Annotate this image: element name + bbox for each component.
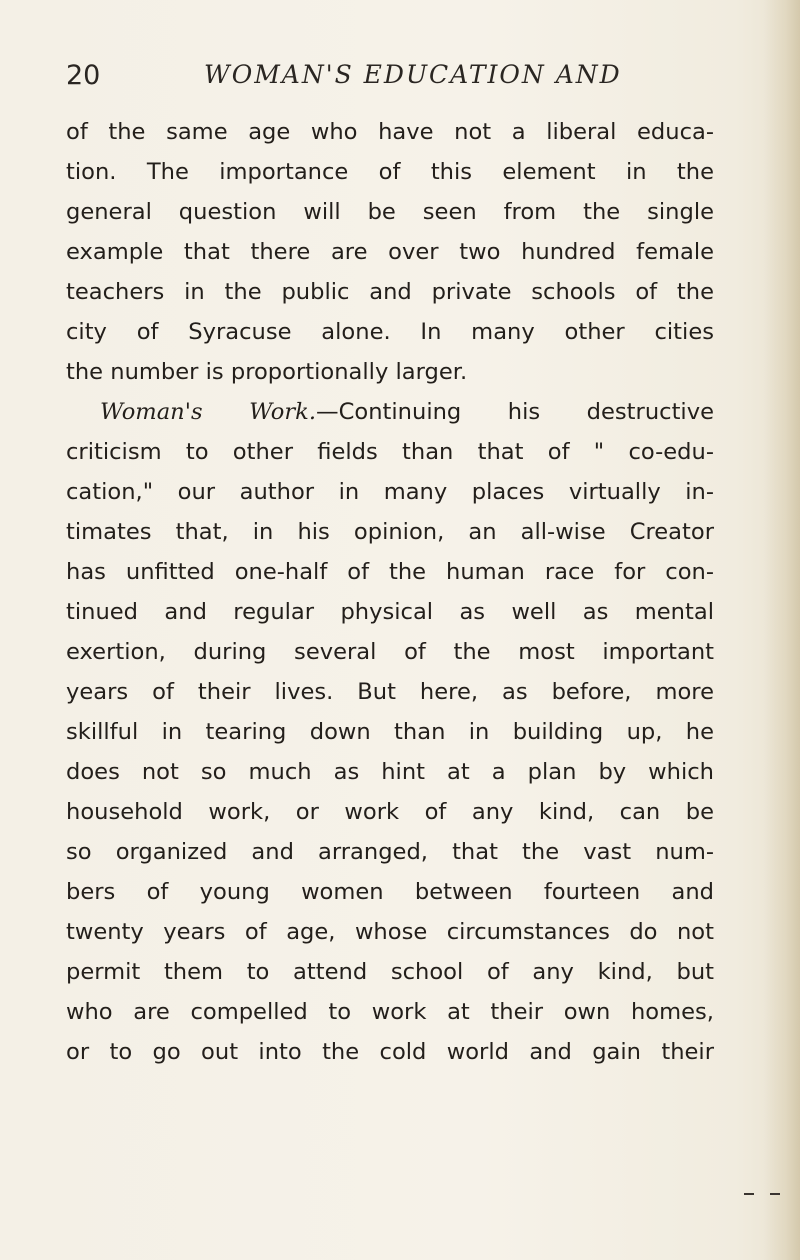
text-line: teachers in the public and private schools of the [66, 279, 714, 305]
text-line: so organized and arranged, that the vast num- [66, 839, 714, 865]
page-edge-shadow [764, 0, 800, 1260]
text-line: tinued and regular physical as well as mental [66, 599, 714, 625]
running-header [66, 60, 706, 100]
text-line: timates that, in his opinion, an all-wise Creator [66, 519, 714, 545]
text-line: example that there are over two hundred female [66, 239, 714, 265]
text-line: bers of young women between fourteen and [66, 879, 714, 905]
text-line: exertion, during several of the most important [66, 639, 714, 665]
paragraph-first-line [66, 392, 714, 432]
text-line: who are compelled to work at their own homes, [66, 999, 714, 1025]
text-line: or to go out into the cold world and gain their [66, 1039, 714, 1065]
text-line: years of their lives. But here, as before, more [66, 679, 714, 705]
running-title: WOMAN'S EDUCATION AND [204, 60, 622, 89]
text-line: does not so much as hint at a plan by which [66, 759, 714, 785]
text-fragment: —Continuing his destructive [316, 399, 714, 425]
section-lead: Woman's Work. [100, 399, 317, 425]
text-line: criticism to other fields than that of " co-edu- [66, 439, 714, 465]
text-line: cation," our author in many places virtually in- [66, 479, 714, 505]
body-text [66, 112, 714, 1072]
print-speck [744, 1193, 754, 1195]
text-line: permit them to attend school of any kind, but [66, 959, 714, 985]
text-line: has unfitted one-half of the human race for con- [66, 559, 714, 585]
text-line: general question will be seen from the single [66, 199, 714, 225]
text-line: city of Syracuse alone. In many other cities [66, 319, 714, 345]
text-line: skillful in tearing down than in building up, he [66, 719, 714, 745]
text-line: tion. The importance of this element in the [66, 159, 714, 185]
text-line: household work, or work of any kind, can be [66, 799, 714, 825]
text-line: the number is proportionally larger. [66, 359, 468, 385]
text-line: twenty years of age, whose circumstances do not [66, 919, 714, 945]
page-number: 20 [66, 60, 101, 91]
text-line: of the same age who have not a liberal educa- [66, 119, 714, 145]
print-speck [770, 1193, 780, 1195]
